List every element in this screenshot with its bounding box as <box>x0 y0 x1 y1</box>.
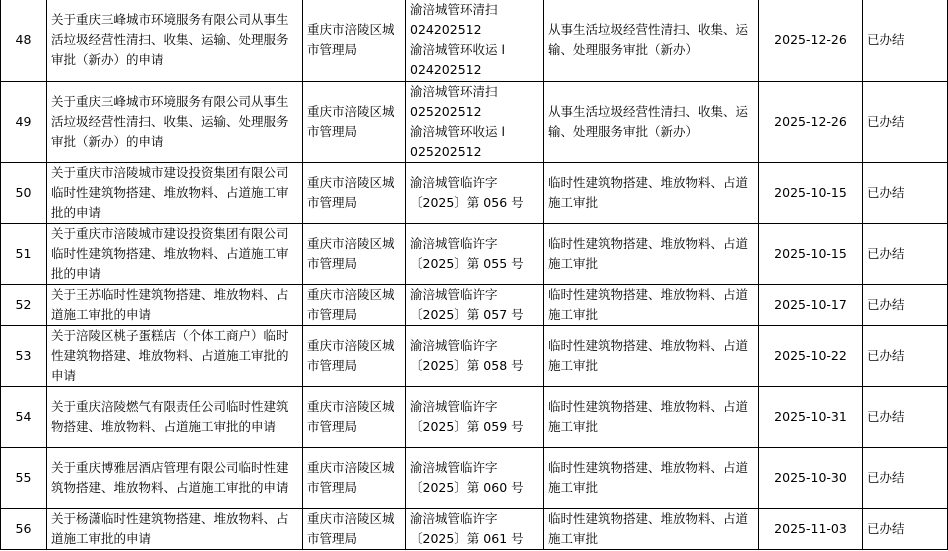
row-number: 49 <box>1 82 47 163</box>
row-number: 56 <box>1 509 47 550</box>
row-number: 50 <box>1 163 47 224</box>
approval-item: 临时性建筑物搭建、堆放物料、占道施工审批 <box>544 285 759 326</box>
row-number: 54 <box>1 387 47 448</box>
application-title: 关于重庆市涪陵城市建设投资集团有限公司临时性建筑物搭建、堆放物料、占道施工审批的申请 <box>47 163 303 224</box>
status-text: 已办结 <box>863 326 948 387</box>
row-number: 51 <box>1 224 47 285</box>
document-number: 渝涪城管临许字 〔2025〕第 060 号 <box>406 448 544 509</box>
row-number: 55 <box>1 448 47 509</box>
table-row <box>1 387 948 448</box>
document-number: 渝涪城管环清扫 025202512 渝涪城管环收运 l 025202512 <box>406 82 544 163</box>
application-title: 关于王苏临时性建筑物搭建、堆放物料、占道施工审批的申请 <box>47 285 303 326</box>
status-text: 已办结 <box>863 224 948 285</box>
decision-date: 2025-12-26 <box>759 82 863 163</box>
decision-date: 2025-10-17 <box>759 285 863 326</box>
decision-date: 2025-10-15 <box>759 163 863 224</box>
document-number: 渝涪城管临许字 〔2025〕第 059 号 <box>406 387 544 448</box>
decision-date: 2025-10-15 <box>759 224 863 285</box>
application-title: 关于重庆市涪陵城市建设投资集团有限公司临时性建筑物搭建、堆放物料、占道施工审批的申请 <box>47 224 303 285</box>
document-number: 渝涪城管环清扫 024202512 渝涪城管环收运 l 024202512 <box>406 0 544 82</box>
status-text: 已办结 <box>863 82 948 163</box>
department: 重庆市涪陵区城市管理局 <box>303 448 406 509</box>
approval-item: 临时性建筑物搭建、堆放物料、占道施工审批 <box>544 509 759 550</box>
table-row <box>1 326 948 387</box>
approval-item: 从事生活垃圾经营性清扫、收集、运输、处理服务审批（新办） <box>544 82 759 163</box>
table-row <box>1 448 948 509</box>
approval-item: 临时性建筑物搭建、堆放物料、占道施工审批 <box>544 448 759 509</box>
row-number: 52 <box>1 285 47 326</box>
status-text: 已办结 <box>863 509 948 550</box>
department: 重庆市涪陵区城市管理局 <box>303 326 406 387</box>
department: 重庆市涪陵区城市管理局 <box>303 387 406 448</box>
table-row <box>1 224 948 285</box>
document-number: 渝涪城管临许字 〔2025〕第 061 号 <box>406 509 544 550</box>
table-row <box>1 0 948 82</box>
decision-date: 2025-12-26 <box>759 0 863 82</box>
approval-item: 临时性建筑物搭建、堆放物料、占道施工审批 <box>544 326 759 387</box>
table-row <box>1 285 948 326</box>
table-row <box>1 82 948 163</box>
approval-item: 从事生活垃圾经营性清扫、收集、运输、处理服务审批（新办） <box>544 0 759 82</box>
status-text: 已办结 <box>863 387 948 448</box>
application-title: 关于重庆涪陵燃气有限责任公司临时性建筑物搭建、堆放物料、占道施工审批的申请 <box>47 387 303 448</box>
decision-date: 2025-10-30 <box>759 448 863 509</box>
department: 重庆市涪陵区城市管理局 <box>303 82 406 163</box>
application-title: 关于重庆博雅居酒店管理有限公司临时性建筑物搭建、堆放物料、占道施工审批的申请 <box>47 448 303 509</box>
department: 重庆市涪陵区城市管理局 <box>303 0 406 82</box>
table-row <box>1 509 948 550</box>
row-number: 53 <box>1 326 47 387</box>
approval-item: 临时性建筑物搭建、堆放物料、占道施工审批 <box>544 163 759 224</box>
application-title: 关于重庆三峰城市环境服务有限公司从事生活垃圾经营性清扫、收集、运输、处理服务审批（新办）的申请 <box>47 0 303 82</box>
status-text: 已办结 <box>863 448 948 509</box>
decision-date: 2025-10-22 <box>759 326 863 387</box>
status-text: 已办结 <box>863 0 948 82</box>
approval-item: 临时性建筑物搭建、堆放物料、占道施工审批 <box>544 387 759 448</box>
approval-item: 临时性建筑物搭建、堆放物料、占道施工审批 <box>544 224 759 285</box>
document-number: 渝涪城管临许字 〔2025〕第 056 号 <box>406 163 544 224</box>
status-text: 已办结 <box>863 163 948 224</box>
department: 重庆市涪陵区城市管理局 <box>303 285 406 326</box>
application-title: 关于涪陵区桃子蛋糕店（个体工商户）临时性建筑物搭建、堆放物料、占道施工审批的申请 <box>47 326 303 387</box>
department: 重庆市涪陵区城市管理局 <box>303 163 406 224</box>
application-title: 关于杨潇临时性建筑物搭建、堆放物料、占道施工审批的申请 <box>47 509 303 550</box>
decision-date: 2025-10-31 <box>759 387 863 448</box>
application-title: 关于重庆三峰城市环境服务有限公司从事生活垃圾经营性清扫、收集、运输、处理服务审批（新办）的申请 <box>47 82 303 163</box>
department: 重庆市涪陵区城市管理局 <box>303 509 406 550</box>
document-number: 渝涪城管临许字 〔2025〕第 057 号 <box>406 285 544 326</box>
row-number: 48 <box>1 0 47 82</box>
table-row <box>1 163 948 224</box>
document-number: 渝涪城管临许字 〔2025〕第 058 号 <box>406 326 544 387</box>
document-number: 渝涪城管临许字 〔2025〕第 055 号 <box>406 224 544 285</box>
status-text: 已办结 <box>863 285 948 326</box>
department: 重庆市涪陵区城市管理局 <box>303 224 406 285</box>
decision-date: 2025-11-03 <box>759 509 863 550</box>
